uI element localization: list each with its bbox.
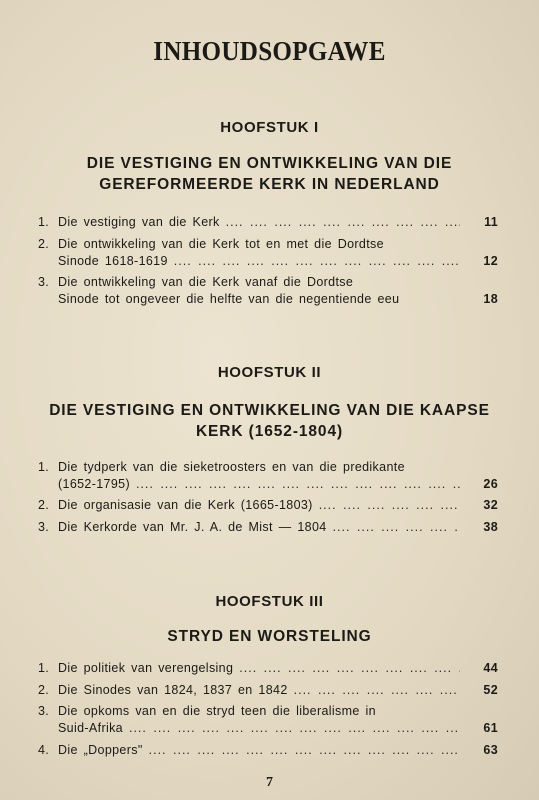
leader-dots <box>239 660 460 677</box>
entry-page-number: 18 <box>483 292 498 306</box>
entry-number: 2. <box>38 683 50 697</box>
entry-number: 3. <box>38 275 50 289</box>
entry-text: Die Sinodes van 1824, 1837 en 1842 <box>58 683 288 697</box>
chapter-2-label: HOOFSTUK II <box>217 364 322 381</box>
chapter-1-heading-line-1: DIE VESTIGING EN ONTWIKKELING VAN DIE <box>86 155 453 172</box>
toc-entry-3-1[interactable] <box>38 660 498 677</box>
entry-text: Die politiek van verengelsing <box>58 661 234 675</box>
toc-entry-1-2[interactable] <box>38 236 498 270</box>
entry-text: Die ontwikkeling van die Kerk vanaf die Dordtse <box>58 275 354 289</box>
chapter-1-label: HOOFSTUK I <box>220 119 319 136</box>
leader-dots <box>129 720 460 737</box>
entry-number: 1. <box>38 661 50 675</box>
leader-dots <box>149 742 460 759</box>
chapter-2-heading <box>0 400 539 442</box>
chapter-2-heading-line-1: DIE VESTIGING EN ONTWIKKELING VAN DIE KAAPSE <box>49 402 490 419</box>
toc-entry-3-2[interactable] <box>38 682 498 699</box>
toc-entry-2-3[interactable] <box>38 519 498 536</box>
entry-number: 4. <box>38 743 50 757</box>
entry-number: 2. <box>38 237 50 251</box>
entry-page-number: 38 <box>483 520 498 534</box>
leader-dots <box>333 519 460 536</box>
entry-text: Sinode tot ongeveer die helfte van die negentiende eeu <box>58 292 400 306</box>
chapter-3-heading-line-1: STRYD EN WORSTELING <box>167 628 372 645</box>
entry-page-number: 11 <box>484 215 498 229</box>
page-title: INHOUDSOPGAWE <box>153 36 386 66</box>
leader-dots <box>294 682 460 699</box>
entry-text: Die vestiging van die Kerk <box>58 215 220 229</box>
toc-entry-1-1[interactable] <box>38 214 498 231</box>
entry-page-number: 32 <box>483 498 498 512</box>
entry-page-number: 63 <box>483 743 498 757</box>
entry-text: Die tydperk van die sieketroosters en van die predikante <box>58 460 405 474</box>
entry-page-number: 52 <box>483 683 498 697</box>
entry-text: Die opkoms van en die stryd teen die liberalisme in <box>58 704 376 718</box>
entry-page-number: 26 <box>483 477 498 491</box>
chapter-1-heading-line-2: GEREFORMEERDE KERK IN NEDERLAND <box>99 176 440 193</box>
leader-dots <box>136 476 460 493</box>
toc-entry-2-1[interactable] <box>38 459 498 493</box>
entry-number: 2. <box>38 498 50 512</box>
leader-dots <box>319 497 460 514</box>
entry-text: Die ontwikkeling van die Kerk tot en met die Dordtse <box>58 237 384 251</box>
chapter-3-label: HOOFSTUK III <box>215 593 324 610</box>
entry-page-number: 61 <box>483 721 498 735</box>
entry-number: 3. <box>38 520 50 534</box>
entry-text: (1652-1795) <box>58 477 130 491</box>
entry-number: 1. <box>38 460 50 474</box>
entry-text: Die organisasie van die Kerk (1665-1803) <box>58 498 313 512</box>
entry-text: Die „Doppers" <box>58 743 143 757</box>
entry-text: Die Kerkorde van Mr. J. A. de Mist — 1804 <box>58 520 327 534</box>
leader-dots <box>174 253 460 270</box>
chapter-2-heading-line-2: KERK (1652-1804) <box>195 423 344 440</box>
chapter-3-heading <box>0 626 539 647</box>
leader-dots <box>226 214 460 231</box>
toc-entry-1-3[interactable] <box>38 274 498 308</box>
page-number: 7 <box>266 775 273 790</box>
toc-entry-2-2[interactable] <box>38 497 498 514</box>
entry-text: Sinode 1618-1619 <box>58 254 168 268</box>
toc-entry-3-3[interactable] <box>38 703 498 737</box>
entry-page-number: 44 <box>483 661 498 675</box>
toc-entry-3-4[interactable] <box>38 742 498 759</box>
entry-number: 3. <box>38 704 50 718</box>
entry-number: 1. <box>38 215 50 229</box>
entry-page-number: 12 <box>483 254 498 268</box>
entry-text: Suid-Afrika <box>58 721 123 735</box>
chapter-1-heading <box>0 153 539 195</box>
